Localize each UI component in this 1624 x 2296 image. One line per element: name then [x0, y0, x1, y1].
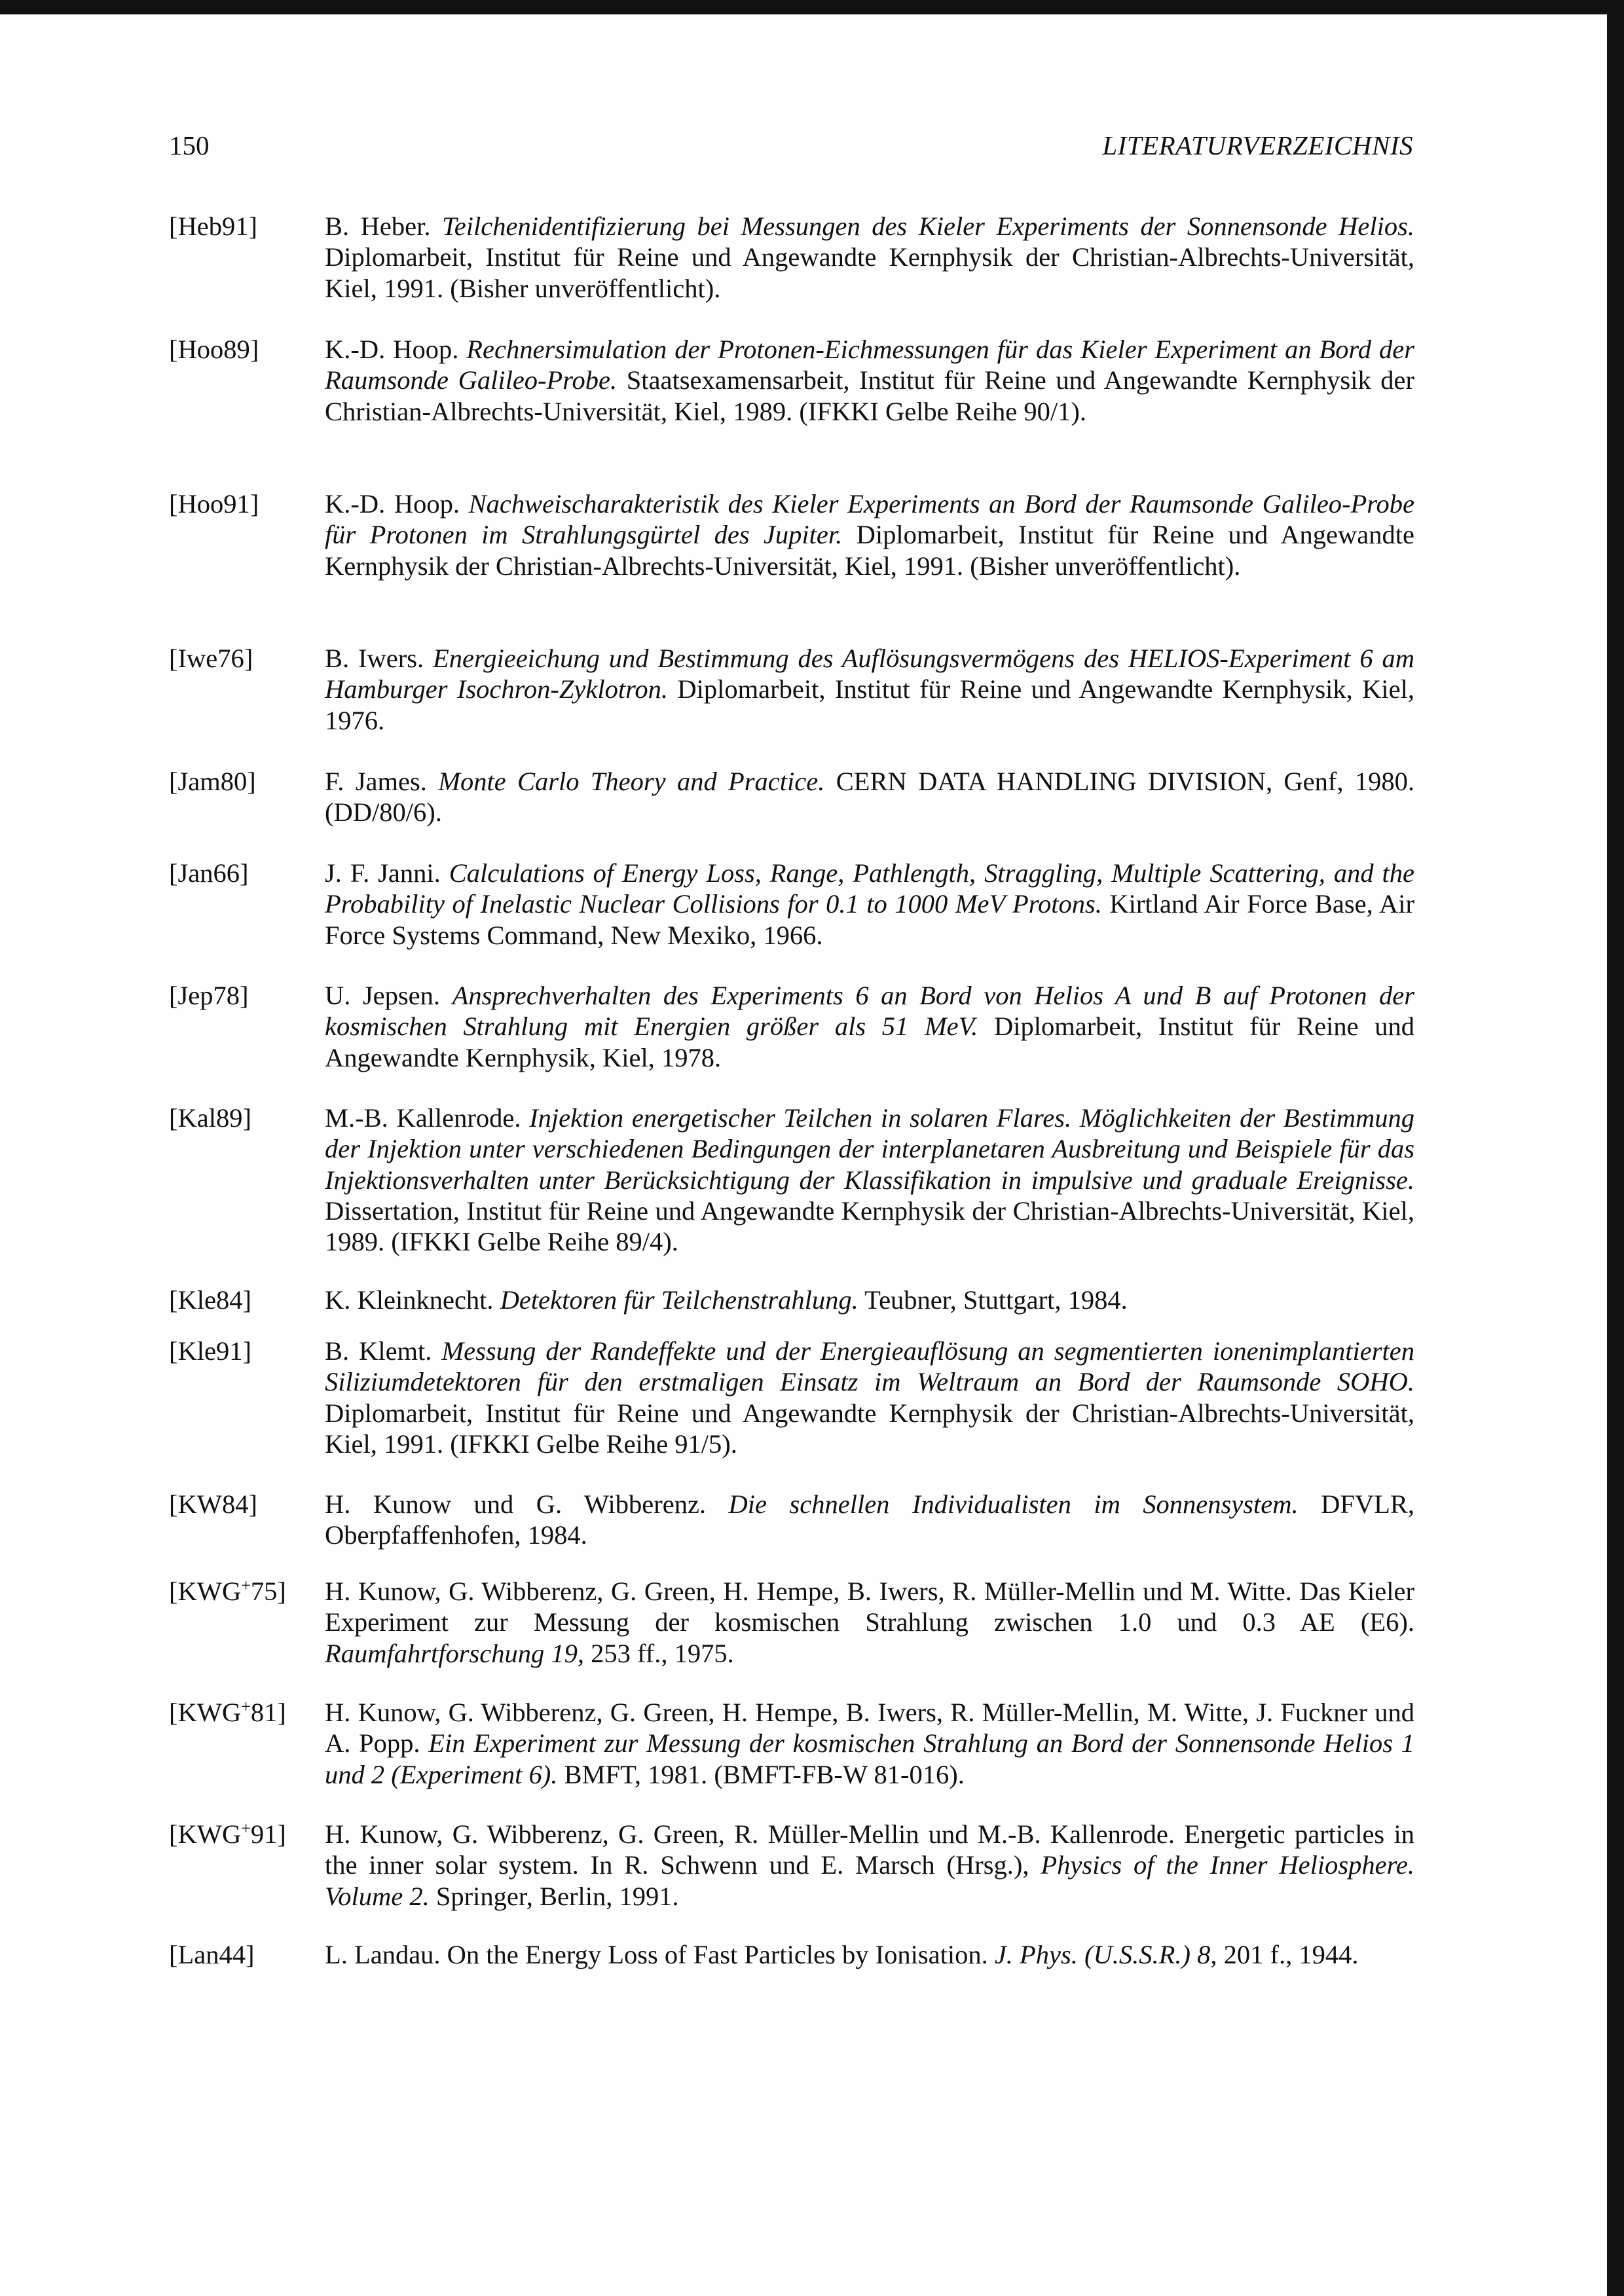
reference-publication: Kirtland Air Force Base, Air Force Systems Command, New Mexiko, 1966. — [325, 889, 1414, 950]
reference-text — [325, 1939, 1414, 1970]
reference-publication: Springer, Berlin, 1991. — [435, 1881, 679, 1911]
reference-key: [KWG+81] — [169, 1697, 286, 1727]
reference-publication: DFVLR, Oberpfaffenhofen, 1984. — [325, 1489, 1415, 1550]
reference-authors: K. Kleinknecht. — [325, 1285, 494, 1315]
reference-publication: 201 f., 1944. — [1223, 1940, 1359, 1969]
reference-text — [325, 980, 1414, 1073]
reference-publication: 253 ff., 1975. — [591, 1638, 734, 1668]
reference-authors: B. Heber. — [325, 211, 431, 241]
reference-text — [325, 1285, 1414, 1315]
reference-title: Teilchenidentifizierung bei Messungen des Kieler Experiments der Sonnensonde Helios. — [442, 211, 1414, 241]
reference-authors: H. Kunow, G. Wibberenz, G. Green, H. Hempe, B. Iwers, R. Müller-Mellin und M. Witte. Das Kieler Experiment zur Messung der kosmischen Strahlung zwischen 1.0 und 0.3 AE (E6). — [325, 1576, 1414, 1637]
reference-publication: Diplomarbeit, Institut für Reine und Angewandte Kernphysik der Christian-Albrechts-Universität, Kiel, 1991. (Bisher unveröffentlicht). — [325, 242, 1414, 303]
reference-authors: K.-D. Hoop. — [325, 489, 460, 519]
reference-key: [Jam80] — [169, 767, 256, 796]
reference-publication: CERN DATA HANDLING DIVISION, Genf, 1980. (DD/80/6). — [325, 767, 1414, 828]
reference-publication: Diplomarbeit, Institut für Reine und Angewandte Kernphysik der Christian-Albrechts-Universität, Kiel, 1991. (IFKKI Gelbe Reihe 91/5). — [325, 1398, 1414, 1459]
reference-publication: Staatsexamensarbeit, Institut für Reine und Angewandte Kernphysik der Christian-Albrechts-Universität, Kiel, 1989. (IFKKI Gelbe Reihe 90/1). — [325, 365, 1415, 426]
reference-title: Monte Carlo Theory and Practice. — [438, 767, 825, 796]
reference-title: Nachweischarakteristik des Kieler Experiments an Bord der Raumsonde Galileo-Probe für Protonen im Strahlungsgürtel des Jupiter. — [325, 489, 1415, 550]
reference-key: [Iwe76] — [169, 644, 253, 673]
reference-title: Energieeichung und Bestimmung des Auflösungsvermögens des HELIOS-Experiment 6 am Hamburger Isochron-Zyklotron. — [325, 644, 1415, 704]
reference-text — [325, 211, 1414, 304]
reference-authors: U. Jepsen. — [325, 981, 441, 1010]
reference-title: Ein Experiment zur Messung der kosmischen Strahlung an Bord der Sonnensonde Helios 1 und 2 (Experiment 6). — [325, 1728, 1414, 1789]
reference-publication: BMFT, 1981. (BMFT-FB-W 81-016). — [564, 1759, 965, 1789]
reference-key: [Heb91] — [169, 211, 257, 241]
reference-authors: H. Kunow, G. Wibberenz, G. Green, H. Hempe, B. Iwers, R. Müller-Mellin, M. Witte, J. Fuckner und A. Popp. — [325, 1698, 1414, 1758]
reference-authors: K.-D. Hoop. — [325, 335, 459, 364]
reference-text — [325, 1697, 1414, 1790]
reference-text — [325, 488, 1414, 581]
page-header — [169, 126, 1413, 165]
reference-authors: M.-B. Kallenrode. — [325, 1103, 521, 1133]
reference-publication: Diplomarbeit, Institut für Reine und Angewandte Kernphysik der Christian-Albrechts-Universität, Kiel, 1991. (Bisher unveröffentlicht). — [325, 520, 1414, 581]
reference-text — [325, 1102, 1414, 1257]
reference-text — [325, 766, 1414, 828]
reference-text — [325, 858, 1414, 951]
reference-journal: Raumfahrtforschung 19, — [325, 1638, 585, 1668]
reference-title: Messung der Randeffekte und der Energieauflösung an segmentierten ionenimplantierten Siliziumdetektoren für den erstmaligen Einsatz im Weltraum an Bord der Raumsonde SOHO. — [325, 1336, 1415, 1397]
reference-authors: L. Landau. On the Energy Loss of Fast Particles by Ionisation. — [325, 1940, 988, 1969]
reference-authors: B. Klemt. — [325, 1336, 432, 1366]
reference-publication: Diplomarbeit, Institut für Reine und Angewandte Kernphysik, Kiel, 1978. — [325, 1011, 1414, 1072]
reference-key: [Jan66] — [169, 858, 249, 888]
reference-text — [325, 1489, 1414, 1551]
reference-key: [Lan44] — [169, 1940, 255, 1969]
reference-publication: Diplomarbeit, Institut für Reine und Angewandte Kernphysik, Kiel, 1976. — [325, 674, 1415, 735]
reference-journal: J. Phys. (U.S.S.R.) 8, — [994, 1940, 1217, 1969]
reference-key: [KWG+75] — [169, 1576, 286, 1606]
reference-key: [Kle84] — [169, 1285, 251, 1315]
reference-authors: B. Iwers. — [325, 644, 424, 673]
reference-title: Rechnersimulation der Protonen-Eichmessungen für das Kieler Experiment an Bord der Raumsonde Galileo-Probe. — [325, 335, 1414, 395]
reference-title: Detektoren für Teilchenstrahlung. — [500, 1285, 858, 1315]
reference-authors: J. F. Janni. — [325, 858, 441, 888]
reference-text — [325, 334, 1414, 427]
reference-authors: H. Kunow, G. Wibberenz, G. Green, R. Müller-Mellin und M.-B. Kallenrode. Energetic particles in the inner solar system. In R. Schwenn und E. Marsch (Hrsg.), — [325, 1819, 1414, 1880]
reference-title: Physics of the Inner Heliosphere. Volume 2. — [325, 1850, 1414, 1911]
reference-publication: Dissertation, Institut für Reine und Angewandte Kernphysik der Christian-Albrechts-Universität, Kiel, 1989. (IFKKI Gelbe Reihe 89/4). — [325, 1195, 1414, 1257]
reference-key: [Kal89] — [169, 1103, 251, 1133]
page-number: 150 — [169, 130, 210, 160]
reference-key: [Kle91] — [169, 1336, 251, 1366]
reference-title: Injektion energetischer Teilchen in solaren Flares. Möglichkeiten der Bestimmung der Injektion unter verschiedenen Bedingungen der interplanetaren Ausbreitung und Beispiele für das Injektionsverhalten unter Berücksichtigung der Klassifikation in impulsive und graduale Ereignisse. — [325, 1103, 1414, 1195]
reference-key: [Hoo89] — [169, 335, 259, 364]
reference-key: [Hoo91] — [169, 489, 259, 519]
reference-text — [325, 1576, 1414, 1669]
reference-text — [325, 1336, 1414, 1459]
reference-publication: Teubner, Stuttgart, 1984. — [864, 1285, 1128, 1315]
running-head: LITERATURVERZEICHNIS — [1102, 130, 1413, 160]
reference-text — [325, 643, 1414, 736]
reference-title: Calculations of Energy Loss, Range, Pathlength, Straggling, Multiple Scattering, and the Probability of Inelastic Nuclear Collisions for 0.1 to 1000 MeV Protons. — [325, 858, 1414, 919]
reference-key: [KW84] — [169, 1489, 257, 1519]
reference-authors: H. Kunow und G. Wibberenz. — [325, 1489, 707, 1519]
reference-text — [325, 1819, 1414, 1912]
reference-key: [KWG+91] — [169, 1819, 286, 1849]
reference-title: Die schnellen Individualisten im Sonnensystem. — [728, 1489, 1299, 1519]
reference-key: [Jep78] — [169, 981, 249, 1010]
reference-authors: F. James. — [325, 767, 427, 796]
document-page — [0, 14, 1607, 2296]
reference-title: Ansprechverhalten des Experiments 6 an Bord von Helios A und B auf Protonen der kosmischen Strahlung mit Energien größer als 51 MeV. — [325, 981, 1415, 1042]
